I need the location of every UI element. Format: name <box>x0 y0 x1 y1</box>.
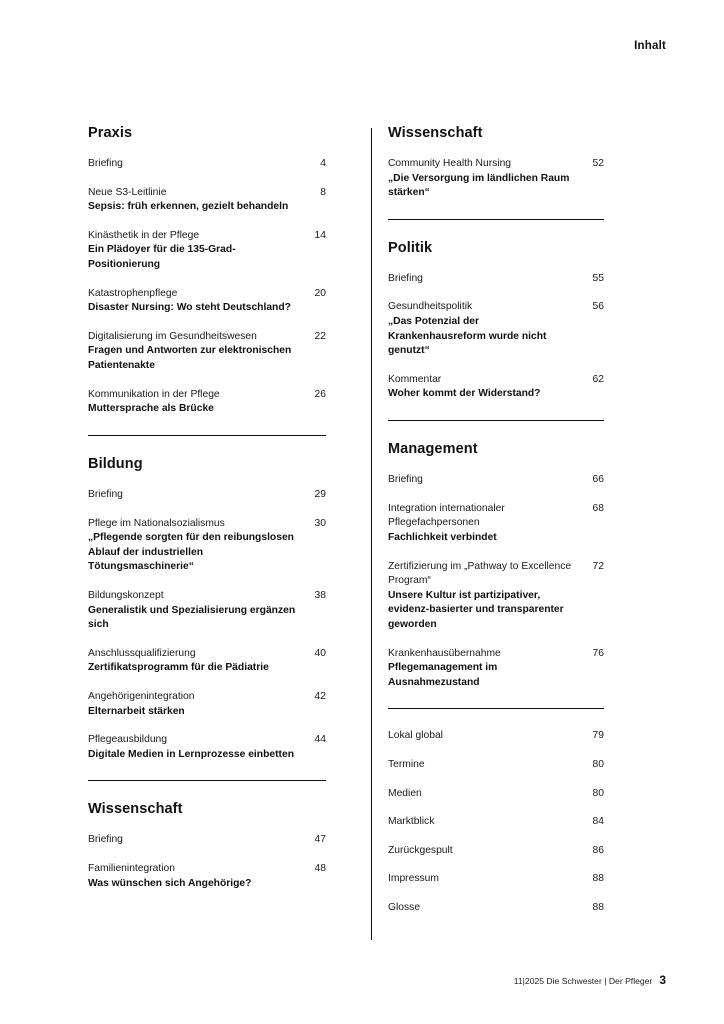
toc-entry-subtitle: Disaster Nursing: Wo steht Deutschland? <box>88 302 291 314</box>
toc-entry-text <box>88 157 304 172</box>
toc-entry-page: 80 <box>592 787 604 799</box>
section-heading-praxis: Praxis <box>88 125 133 141</box>
toc-entry-text <box>88 186 304 215</box>
toc-entry-page: 62 <box>592 373 604 385</box>
toc-entry-page: 76 <box>592 647 604 659</box>
toc-columns <box>88 125 648 930</box>
toc-entry-subtitle: Fragen und Antworten zur elektronischen Patientenakte <box>88 345 292 372</box>
toc-entry-text <box>388 560 582 633</box>
toc-entry-text <box>388 373 582 402</box>
toc-entry-page: 88 <box>592 902 604 914</box>
toc-entry-subtitle: Elternarbeit stärken <box>88 705 185 717</box>
toc-entry[interactable] <box>88 388 326 417</box>
toc-entry-text <box>88 833 304 848</box>
toc-entry[interactable] <box>88 186 326 215</box>
toc-entry-page: 88 <box>592 873 604 885</box>
toc-entry-title: Lokal global <box>388 730 443 742</box>
footer-page-number: 3 <box>659 973 666 987</box>
section-heading-wissenschaft-left: Wissenschaft <box>88 801 183 818</box>
toc-entry[interactable] <box>88 690 326 719</box>
toc-entry-title: Integration internationaler Pflegefachpersonen <box>388 502 505 529</box>
section-divider <box>88 780 326 781</box>
toc-entry-page: 48 <box>314 863 326 875</box>
toc-entry-page: 40 <box>314 647 326 659</box>
toc-entry-text <box>388 300 582 358</box>
toc-entry-page: 44 <box>314 734 326 746</box>
toc-entry-page: 52 <box>592 158 604 169</box>
toc-entry-page: 47 <box>314 834 326 846</box>
toc-entry[interactable] <box>388 560 604 633</box>
toc-entry[interactable] <box>88 589 326 633</box>
toc-entry[interactable] <box>88 488 326 503</box>
toc-entry[interactable] <box>388 272 604 287</box>
toc-entry-subtitle: „Die Versorgung im ländlichen Raum stärken“ <box>388 172 570 199</box>
toc-entry-text <box>388 473 582 488</box>
section-heading-wissenschaft: Wissenschaft <box>388 125 483 141</box>
toc-entry-title: Gesundheitspolitik <box>388 301 473 313</box>
toc-entry[interactable] <box>388 729 604 744</box>
toc-entry-title: Kommentar <box>388 373 442 385</box>
toc-column-left <box>88 125 346 930</box>
toc-entry-subtitle: Zertifikatsprogramm für die Pädiatrie <box>88 662 269 674</box>
toc-entry-page: 20 <box>314 287 326 299</box>
toc-entry-page: 42 <box>314 691 326 703</box>
toc-entry-subtitle: Digitale Medien in Lernprozesse einbetten <box>88 748 294 760</box>
toc-entry[interactable] <box>88 517 326 575</box>
toc-entry[interactable] <box>388 844 604 859</box>
toc-entry-subtitle: Sepsis: früh erkennen, gezielt behandeln <box>88 201 289 213</box>
toc-entry-title: Impressum <box>388 873 439 885</box>
toc-entry-subtitle: Ein Plädoyer für die 135-Grad-Positionierung <box>88 244 236 271</box>
toc-entry-subtitle: „Pflegende sorgten für den reibungslosen Ablauf der industriellen Tötungsmaschinerie“ <box>88 532 294 573</box>
toc-entry-page: 80 <box>592 759 604 771</box>
toc-entry-title: Krankenhausübernahme <box>388 647 501 659</box>
section-divider <box>388 708 604 709</box>
toc-entry-page: 68 <box>592 502 604 514</box>
toc-entry-page: 38 <box>314 589 326 601</box>
toc-entry-page: 56 <box>592 301 604 313</box>
toc-entry-text <box>388 502 582 546</box>
toc-entry-subtitle: Pflegemanagement im Ausnahmezustand <box>388 662 498 688</box>
page-footer <box>514 973 666 987</box>
toc-entry-subtitle: Woher kommt der Widerstand? <box>388 388 541 400</box>
toc-entry-subtitle: Unsere Kultur ist partizipativer, evidenz-basierter und transparenter geworden <box>388 589 564 630</box>
section-heading-bildung: Bildung <box>88 455 143 472</box>
toc-entry-title: Pflege im Nationalsozialismus <box>88 517 225 529</box>
section-heading-management: Management <box>388 441 478 458</box>
toc-entry-page: 30 <box>314 517 326 529</box>
toc-entry-title: Briefing <box>388 272 423 284</box>
toc-entry[interactable] <box>88 647 326 676</box>
toc-entry-title: Anschlussqualifizierung <box>88 647 196 659</box>
toc-entry-page: 79 <box>592 730 604 742</box>
toc-entry-page: 8 <box>320 186 326 198</box>
toc-entry-subtitle: Was wünschen sich Angehörige? <box>88 877 252 889</box>
toc-entry-text <box>88 733 304 762</box>
page-header: Inhalt <box>634 40 666 52</box>
toc-entry-text <box>88 690 304 719</box>
toc-entry-title: Zertifizierung im „Pathway to Excellence Program“ <box>388 560 572 587</box>
toc-entry-text <box>388 844 582 859</box>
toc-entry-title: Zurückgespult <box>388 844 453 856</box>
toc-entry[interactable] <box>388 815 604 830</box>
section-divider <box>88 435 326 436</box>
toc-entry-text <box>388 787 582 802</box>
toc-entry-title: Angehörigenintegration <box>88 691 195 703</box>
toc-entry[interactable] <box>388 758 604 773</box>
toc-entry-subtitle: Fachlichkeit verbindet <box>388 531 497 543</box>
section-divider <box>388 219 604 220</box>
toc-entry[interactable] <box>388 300 604 358</box>
toc-entry-subtitle: Generalistik und Spezialisierung ergänzen sich <box>88 604 296 631</box>
toc-entry-text <box>88 388 304 417</box>
toc-entry-text <box>388 901 582 916</box>
toc-entry-title: Medien <box>388 787 422 799</box>
toc-entry-title: Neue S3-Leitlinie <box>88 186 167 198</box>
toc-entry-title: Bildungskonzept <box>88 589 164 601</box>
toc-entry-page: 14 <box>314 229 326 241</box>
toc-entry-page: 22 <box>314 330 326 342</box>
footer-issue: 11|2025 Die Schwester | Der Pfleger <box>513 976 653 986</box>
toc-entry-text <box>388 815 582 830</box>
toc-entry-page: 26 <box>314 388 326 400</box>
toc-entry-title: Briefing <box>88 834 123 846</box>
toc-entry[interactable] <box>388 473 604 488</box>
toc-entry[interactable] <box>88 287 326 316</box>
toc-entry[interactable] <box>388 373 604 402</box>
toc-entry-title: Briefing <box>88 158 123 169</box>
toc-entry-page: 72 <box>592 560 604 572</box>
toc-entry-text <box>388 157 582 201</box>
toc-entry-title: Termine <box>388 759 425 771</box>
toc-entry-text <box>388 272 582 287</box>
toc-entry-subtitle: „Das Potenzial der Krankenhausreform wurde nicht genutzt“ <box>388 316 547 357</box>
toc-entry-title: Briefing <box>388 474 423 486</box>
toc-entry[interactable] <box>88 330 326 374</box>
toc-entry[interactable] <box>388 502 604 546</box>
toc-entry-page: 55 <box>592 272 604 284</box>
section-divider <box>388 420 604 421</box>
toc-entry[interactable] <box>388 901 604 916</box>
toc-entry-text <box>88 287 304 316</box>
toc-entry-text <box>88 488 304 503</box>
toc-entry-text <box>388 729 582 744</box>
toc-entry-text <box>88 330 304 374</box>
toc-entry[interactable] <box>88 733 326 762</box>
toc-entry-text <box>88 589 304 633</box>
toc-entry-page: 66 <box>592 474 604 486</box>
toc-entry[interactable] <box>388 157 604 201</box>
toc-entry-title: Katastrophenpflege <box>88 287 178 299</box>
section-heading-politik: Politik <box>388 239 433 256</box>
toc-entry-text <box>88 229 304 273</box>
toc-entry-subtitle: Muttersprache als Brücke <box>88 403 214 415</box>
toc-entry-text <box>88 862 304 891</box>
toc-entry-page: 86 <box>592 844 604 856</box>
toc-entry[interactable] <box>388 647 604 691</box>
toc-entry[interactable] <box>88 157 326 172</box>
toc-entry[interactable] <box>388 872 604 887</box>
toc-entry-title: Kommunikation in der Pflege <box>88 388 220 400</box>
toc-entry-title: Kinästhetik in der Pflege <box>88 229 200 241</box>
toc-entry[interactable] <box>88 229 326 273</box>
toc-entry[interactable] <box>388 787 604 802</box>
toc-entry-text <box>88 517 304 575</box>
toc-entry-page: 4 <box>320 158 326 169</box>
toc-entry-title: Community Health Nursing <box>388 158 512 169</box>
toc-entry-page: 29 <box>314 488 326 500</box>
toc-entry[interactable] <box>88 862 326 891</box>
toc-entry-title: Marktblick <box>388 816 435 828</box>
toc-entry-text <box>388 647 582 691</box>
toc-entry-text <box>388 758 582 773</box>
toc-entry-title: Familienintegration <box>88 863 175 875</box>
toc-entry-page: 84 <box>592 816 604 828</box>
toc-entry-title: Digitalisierung im Gesundheitswesen <box>88 330 257 342</box>
toc-entry-title: Briefing <box>88 488 123 500</box>
toc-entry-title: Glosse <box>388 902 421 914</box>
toc-entry-text <box>88 647 304 676</box>
toc-column-right <box>346 125 604 930</box>
toc-entry-title: Pflegeausbildung <box>88 734 168 746</box>
toc-entry-text <box>388 872 582 887</box>
toc-entry[interactable] <box>88 833 326 848</box>
